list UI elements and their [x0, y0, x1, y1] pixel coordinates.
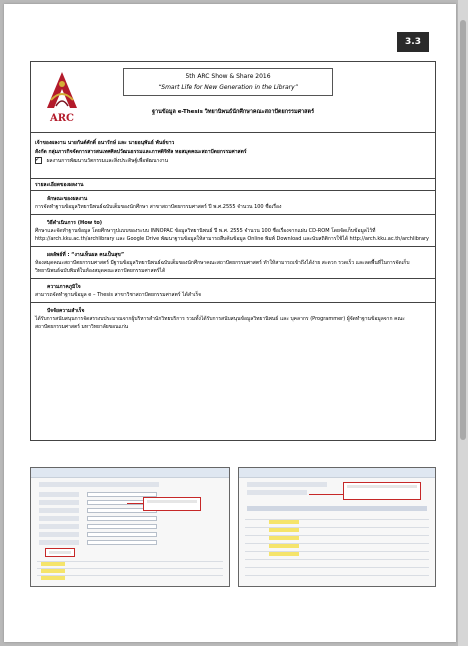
project-summary-box [30, 61, 436, 441]
checked-checkbox-icon [35, 157, 42, 164]
annotation-arrow [309, 494, 343, 495]
form-field [87, 532, 157, 537]
page-number-badge: 3.3 [397, 32, 429, 52]
form-label [39, 524, 79, 529]
event-title-box [123, 68, 333, 96]
section-text: การจัดทำฐานข้อมูลวิทยานิพนธ์ฉบับเต็มของนักศึกษา สาขาสถาปัตยกรรมศาสตร์ ปี พ.ศ.2555 จำนวน 100 ชื่อเรื่อง [35, 204, 282, 210]
vertical-scrollbar[interactable] [458, 0, 468, 646]
event-title: 5th ARC Show & Share 2016 [185, 73, 271, 80]
result-row [245, 554, 429, 560]
form-label [39, 540, 79, 545]
result-row [245, 570, 429, 576]
section-pride [31, 279, 435, 303]
scrollbar-thumb[interactable] [460, 20, 466, 440]
section-heading: วิธีดำเนินการ (How to) [47, 220, 103, 226]
screenshot-toolbar [239, 468, 435, 478]
form-field [87, 540, 157, 545]
screenshot-search-form [30, 467, 230, 587]
header-row [31, 62, 435, 133]
annotation-arrow [127, 503, 143, 504]
form-label [39, 516, 79, 521]
page-heading-line [247, 482, 327, 487]
screenshot-results-list [238, 467, 436, 587]
category-label: ผลงานการพัฒนานวัตกรรมและสิ่งประดิษฐ์เพื่อพัฒนางาน [46, 158, 169, 164]
owner-info [31, 133, 435, 179]
section-results [31, 247, 435, 279]
form-label [39, 500, 79, 505]
form-title-line [39, 482, 159, 487]
details-label: รายละเอียดของผลงาน [31, 179, 435, 191]
section-text: ได้รับการสนับสนุนการจัดสรรงบประมาณจากผู้บริหารสำนักวิทยบริการ รวมทั้งได้รับการสนับสนุนข้อมูลวิทยานิพนธ์ และ บุคลากร (Programmer) ผู้จัดทำฐานข้อมูลจาก คณะสถาปัตยกรรมศาสตร์ มหาวิทยาลัยขอนแก่น [35, 316, 405, 330]
page-subheading-line [247, 490, 307, 495]
owner-line: เจ้าของผลงาน นายกันต์ศักดิ์ อนารักษ์ และ นายอนุพันธ์ พันธ์ขาว [35, 140, 175, 146]
event-subtitle: “Smart Life for New Generation in the Library” [158, 84, 298, 91]
result-row [245, 562, 429, 568]
affiliation-line: สังกัด กลุ่มภารกิจจัดการสารสนเทศศิลปวัฒนธรรมและภาพดิจิทัล หอสมุดคณะสถาปัตยกรรมศาสตร์ [35, 149, 247, 155]
section-heading: ความภาคภูมิใจ [47, 284, 81, 290]
form-field [87, 516, 157, 521]
table-header [247, 506, 427, 511]
section-text: ห้องสมุดคณะสถาปัตยกรรมศาสตร์ มีฐานข้อมูลวิทยานิพนธ์ฉบับเต็มของนักศึกษาคณะสถาปัตยกรรมศาสตร์ ทำให้สามารถเข้าถึงได้ง่าย สะดวก รวดเร็ว และลดพื้นที่ในการจัดเก็บวิทยานิพนธ์ฉบับพิมพ์ในห้องสมุดคณะสถาปัตยกรรมศาสตร์ได้ [35, 260, 410, 274]
section-heading: ลักษณะของผลงาน [47, 196, 88, 202]
form-label [39, 492, 79, 497]
highlighted-cell [41, 576, 65, 580]
arc-logo [38, 66, 86, 124]
logo-text: ARC [49, 113, 75, 124]
section-text: สามารถจัดทำฐานข้อมูล e – Thesis สาขาวิชาสถาปัตยกรรมศาสตร์ ได้สำเร็จ [35, 292, 202, 298]
annotation-callout [343, 482, 421, 500]
form-label [39, 532, 79, 537]
annotation-callout [45, 548, 75, 557]
section-heading: ผลลัพธ์ที่ : “งานเห็นผล คนเป็นสุข” [47, 252, 125, 258]
document-page [4, 4, 456, 642]
arc-logo-mark-icon [38, 66, 86, 114]
category-line [35, 157, 431, 166]
section-heading: ปัจจัยความสำเร็จ [47, 308, 85, 314]
annotation-callout [143, 497, 201, 511]
form-label [39, 508, 79, 513]
section-text: ศึกษาและจัดทำฐานข้อมูล โดยศึกษารูปแบบของระบบ INNOPAC ข้อมูลวิทยานิพนธ์ ปี พ.ศ. 2555 จำนวน 100 ชื่อเรื่องจากแผ่น CD-ROM โดยจัดเก็บข้อมูลไว้ที่ http://arch.kku.ac.th/archlibrary และ Google Drive พัฒนาฐานข้อมูลให้สามารถสืบค้นข้อมูล Online พิมพ์ Download และนับสถิติการใช้ได้ http://arch.kku.ac.th/archlibrary [35, 228, 430, 242]
form-field [87, 524, 157, 529]
section-how-to [31, 215, 435, 247]
section-success-factors [31, 303, 435, 334]
database-title: ฐานข้อมูล e-Thesis วิทยานิพนธ์นักศึกษาคณะสถาปัตยกรรมศาสตร์ [151, 109, 315, 115]
screenshot-toolbar [31, 468, 229, 478]
section-characteristics [31, 191, 435, 215]
